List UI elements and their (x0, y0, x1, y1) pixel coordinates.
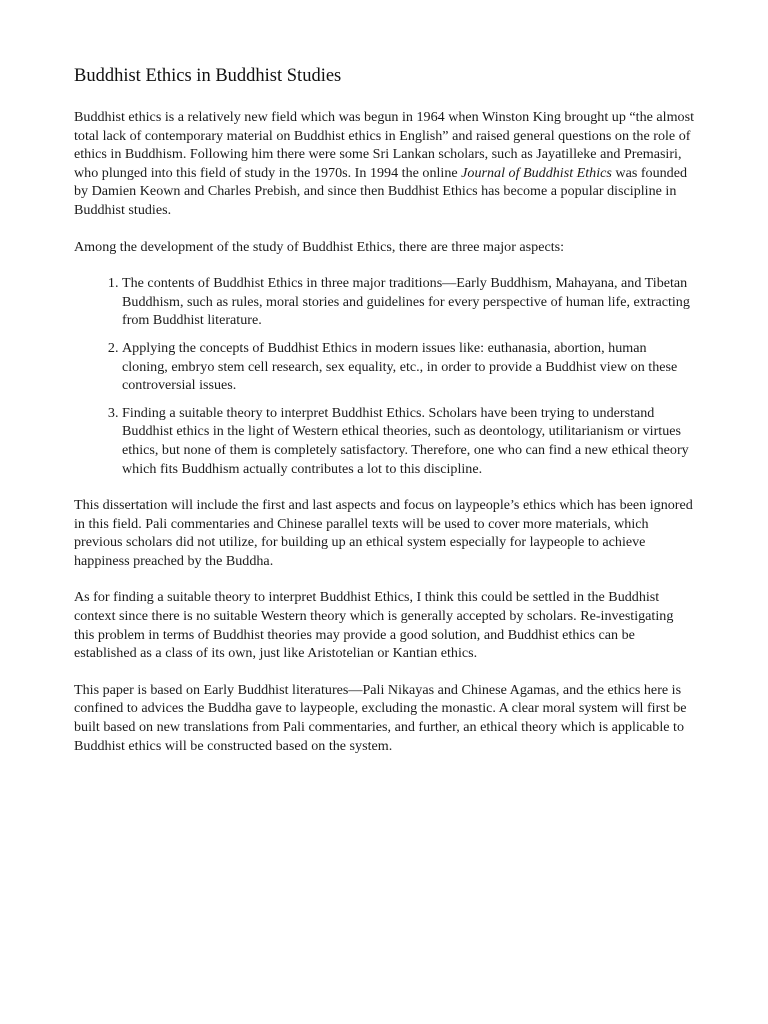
aspect-item: 3. Finding a suitable theory to interpret Buddhist Ethics. Scholars have been trying to understand Buddhist ethics in the light of Western ethical theories, such as deontology, utilitarianism or virtues ethics, but none of them is completely satisfactory. Therefore, one who can find a new ethical theory which fits Buddhism actually contributes a lot to this discipline. (122, 404, 694, 478)
document-title: Buddhist Ethics in Buddhist Studies (74, 66, 342, 86)
aspect-item: 1. The contents of Buddhist Ethics in three major traditions—Early Buddhism, Mahayana, and Tibetan Buddhism, such as rules, moral stories and guidelines for every perspective of human life, extracting from Buddhist literature. (122, 274, 694, 330)
body-paragraph: This paper is based on Early Buddhist literatures—Pali Nikayas and Chinese Agamas, and the ethics here is confined to advices the Buddha gave to laypeople, excluding the monastic. A clear moral system will first be built based on new translations from Pali commentaries, and further, an ethical theory which is applicable to Buddhist ethics will be constructed based on the system. (74, 681, 687, 754)
intro-text-before: Buddhist ethics is a relatively new field which was begun in 1964 when Winston King brought up “the almost total lack of contemporary material on Buddhist ethics in English” and raised general questions on the role of ethics in Buddhism. Following him there were some Sri Lankan scholars, such as Jayatilleke and Premasiri, who plunged into this field of study in the 1970s. In 1994 the online (74, 109, 694, 181)
document-page (74, 64, 694, 773)
body-paragraph: This dissertation will include the first and last aspects and focus on laypeople’s ethics which has been ignored in this field. Pali commentaries and Chinese parallel texts will be used to cover more materials, which previous scholars did not utilize, for building up an ethical system especially for laypeople to achieve happiness preached by the Buddha. (74, 497, 693, 569)
intro-paragraph (74, 108, 694, 220)
aspect-item: 2. Applying the concepts of Buddhist Ethics in modern issues like: euthanasia, abortion, human cloning, embryo stem cell research, sex equality, etc., in order to provide a Buddhist view on these controversial issues. (122, 339, 694, 395)
body-paragraph: As for finding a suitable theory to interpret Buddhist Ethics, I think this could be settled in the Buddhist context since there is no suitable Western theory which is generally accepted by scholars. Re-investigating this problem in terms of Buddhist theories may provide a good solution, and Buddhist ethics can be established as a class of its own, just like Aristotelian or Kantian ethics. (74, 589, 674, 662)
intro-text-after: was founded by Damien Keown and Charles Prebish, and since then Buddhist Ethics has become a popular discipline in Buddhist studies. (74, 164, 688, 218)
aspects-list (74, 274, 694, 478)
journal-name: Journal of Buddhist Ethics (461, 164, 612, 181)
aspects-intro-paragraph: Among the development of the study of Buddhist Ethics, there are three major aspects: (74, 238, 565, 255)
